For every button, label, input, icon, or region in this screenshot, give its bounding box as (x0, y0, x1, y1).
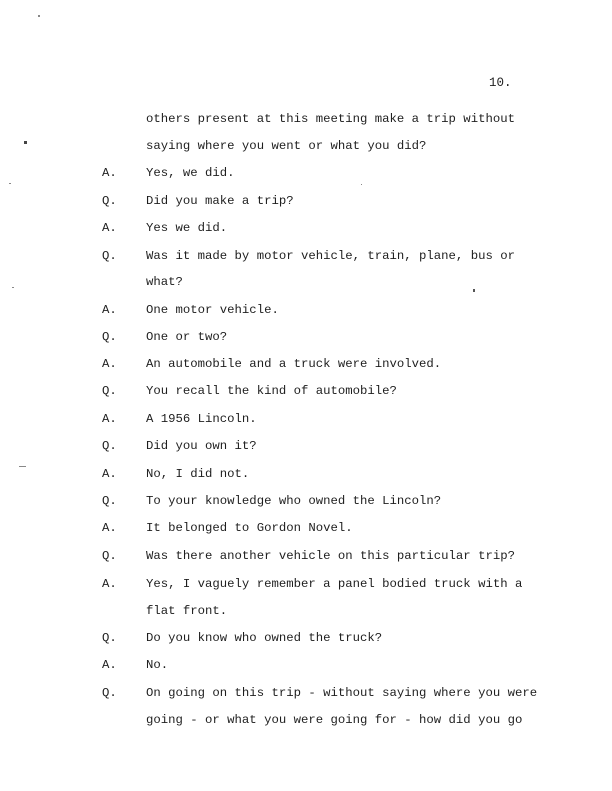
line-text: One motor vehicle. (146, 303, 279, 317)
speaker-label: Q. (102, 330, 117, 344)
speaker-label: A. (102, 357, 117, 371)
speaker-label: A. (102, 577, 117, 591)
speaker-label: Q. (102, 549, 117, 563)
line-text: No, I did not. (146, 467, 250, 481)
speaker-label: Q. (102, 631, 117, 645)
speaker-label: A. (102, 303, 117, 317)
scan-speck (473, 289, 475, 292)
speaker-label: A. (102, 166, 117, 180)
line-text: Do you know who owned the truck? (146, 631, 383, 645)
line-text: On going on this trip - without saying where you were (146, 686, 538, 700)
line-text: going - or what you were going for - how did you go (146, 713, 523, 727)
line-text: A 1956 Lincoln. (146, 412, 257, 426)
line-text: flat front. (146, 604, 228, 618)
speaker-label: A. (102, 658, 117, 672)
speaker-label: Q. (102, 249, 117, 263)
line-text: One or two? (146, 330, 228, 344)
scan-speck (24, 141, 27, 144)
scan-speck (361, 184, 362, 185)
line-text: what? (146, 275, 183, 289)
margin-mark (19, 466, 26, 467)
speaker-label: A. (102, 467, 117, 481)
scan-speck (9, 183, 11, 184)
line-text: To your knowledge who owned the Lincoln? (146, 494, 442, 508)
line-text: You recall the kind of automobile? (146, 384, 397, 398)
line-text: saying where you went or what you did? (146, 139, 427, 153)
line-text: An automobile and a truck were involved. (146, 357, 442, 371)
speaker-label: Q. (102, 384, 117, 398)
line-text: Did you make a trip? (146, 194, 294, 208)
scan-speck (38, 15, 40, 17)
speaker-label: A. (102, 412, 117, 426)
speaker-label: Q. (102, 686, 117, 700)
line-text: Was there another vehicle on this particular trip? (146, 549, 515, 563)
speaker-label: Q. (102, 439, 117, 453)
speaker-label: Q. (102, 494, 117, 508)
line-text: Did you own it? (146, 439, 257, 453)
speaker-label: A. (102, 521, 117, 535)
speaker-label: A. (102, 221, 117, 235)
line-text: Yes, I vaguely remember a panel bodied truck with a (146, 577, 523, 591)
line-text: Yes we did. (146, 221, 228, 235)
line-text: No. (146, 658, 169, 672)
scan-speck (12, 287, 14, 288)
line-text: Yes, we did. (146, 166, 235, 180)
line-text: Was it made by motor vehicle, train, plane, bus or (146, 249, 515, 263)
page-number: 10. (489, 76, 512, 90)
speaker-label: Q. (102, 194, 117, 208)
line-text: others present at this meeting make a trip without (146, 112, 515, 126)
line-text: It belonged to Gordon Novel. (146, 521, 353, 535)
